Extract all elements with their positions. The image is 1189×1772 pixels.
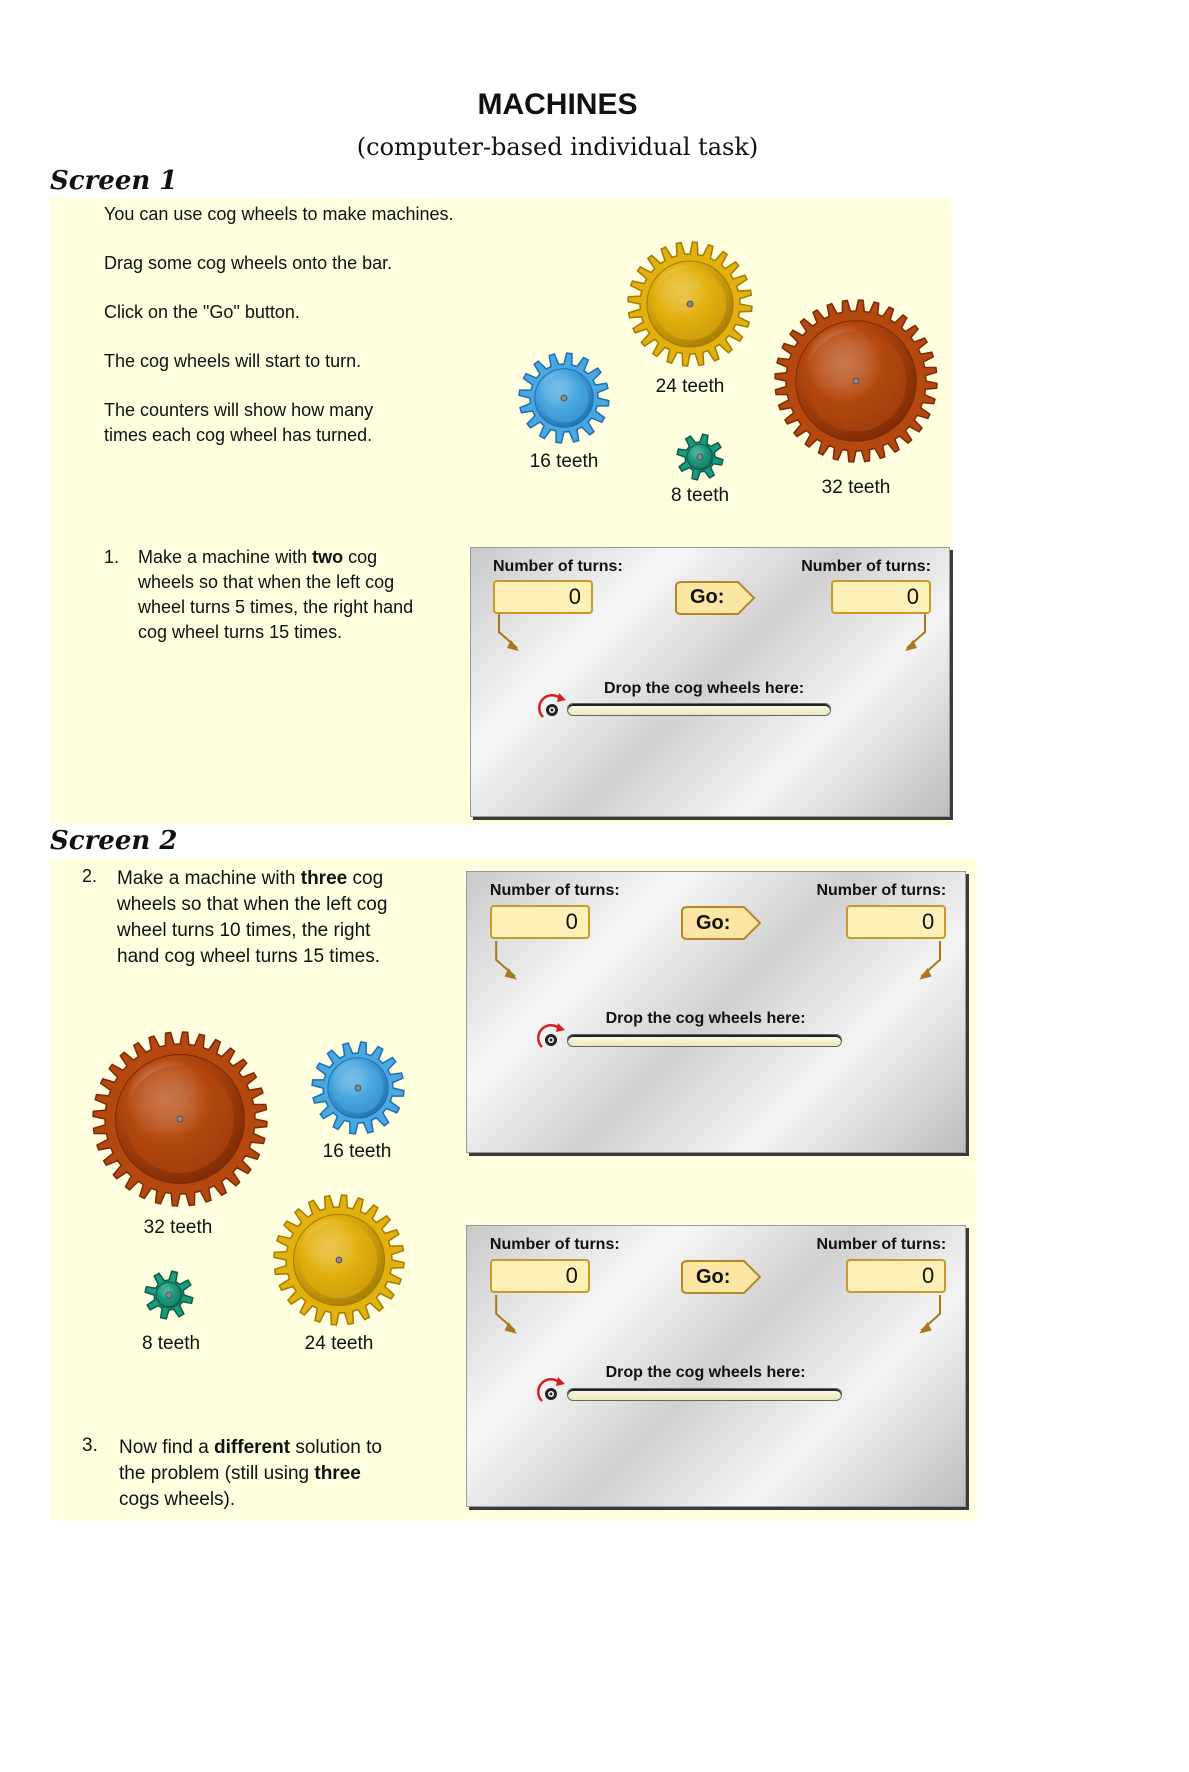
left-turns-label: Number of turns: bbox=[489, 1236, 620, 1254]
question-1-line bbox=[138, 545, 377, 570]
gear-label-8: 8 teeth bbox=[670, 485, 730, 506]
left-turns-counter: 0 bbox=[493, 580, 593, 614]
question-text: Make a machine with bbox=[138, 547, 313, 567]
right-turns-counter: 0 bbox=[831, 580, 931, 614]
question-emphasis: different bbox=[214, 1437, 291, 1458]
question-number: 3. bbox=[82, 1435, 98, 1456]
intro-line: Click on the "Go" button. bbox=[104, 302, 300, 322]
cog-drop-bar[interactable] bbox=[567, 1388, 842, 1401]
question-text: cog bbox=[347, 868, 384, 889]
question-text: solution to bbox=[290, 1437, 382, 1458]
right-turns-counter: 0 bbox=[846, 1259, 946, 1293]
gear-label-24: 24 teeth bbox=[655, 376, 725, 397]
left-turns-counter: 0 bbox=[490, 905, 590, 939]
cog-drop-bar[interactable] bbox=[567, 1034, 842, 1047]
page-title: MACHINES bbox=[477, 88, 638, 121]
machine-simulator-1 bbox=[470, 547, 950, 817]
question-emphasis: three bbox=[314, 1463, 361, 1484]
machine-simulator-2b bbox=[466, 1225, 966, 1507]
question-number: 2. bbox=[82, 866, 98, 886]
left-turns-counter: 0 bbox=[490, 1259, 590, 1293]
question-2-line bbox=[117, 866, 383, 891]
question-3-line: cogs wheels). bbox=[119, 1489, 236, 1510]
gear-24-teeth[interactable] bbox=[626, 240, 754, 368]
gear-32-teeth[interactable] bbox=[91, 1030, 269, 1208]
gear-24-teeth[interactable] bbox=[272, 1193, 406, 1327]
gear-label-16: 16 teeth bbox=[529, 451, 599, 472]
cog-drop-bar[interactable] bbox=[567, 703, 831, 716]
question-2-line: wheel turns 10 times, the right bbox=[117, 920, 371, 941]
gear-label-16: 16 teeth bbox=[322, 1141, 392, 1162]
question-1-line: cog wheel turns 15 times. bbox=[138, 622, 343, 642]
intro-line: The counters will show how many bbox=[104, 400, 374, 420]
drop-zone-label: Drop the cog wheels here: bbox=[604, 680, 805, 697]
question-emphasis: three bbox=[300, 868, 348, 889]
rotate-icon bbox=[534, 1374, 568, 1408]
question-text: Make a machine with bbox=[117, 868, 301, 889]
intro-line: times each cog wheel has turned. bbox=[104, 425, 373, 445]
drop-zone-label: Drop the cog wheels here: bbox=[605, 1363, 806, 1381]
gear-32-teeth[interactable] bbox=[773, 298, 939, 464]
gear-8-teeth[interactable] bbox=[144, 1270, 194, 1320]
gear-label-32: 32 teeth bbox=[821, 477, 891, 498]
gear-16-teeth[interactable] bbox=[310, 1040, 406, 1136]
left-turns-label: Number of turns: bbox=[493, 558, 623, 575]
screen1-heading: Screen 1 bbox=[50, 166, 178, 196]
rotate-icon bbox=[534, 1020, 568, 1054]
gear-8-teeth[interactable] bbox=[675, 432, 725, 482]
right-turns-counter: 0 bbox=[846, 905, 946, 939]
question-2-line: hand cog wheel turns 15 times. bbox=[117, 946, 380, 967]
right-turns-label: Number of turns: bbox=[816, 882, 947, 900]
question-1-line: wheels so that when the left cog bbox=[138, 572, 395, 592]
gear-label-24: 24 teeth bbox=[304, 1333, 374, 1354]
intro-line: You can use cog wheels to make machines. bbox=[104, 204, 454, 224]
right-turns-label: Number of turns: bbox=[801, 558, 931, 575]
question-number: 1. bbox=[104, 547, 120, 567]
question-2-line: wheels so that when the left cog bbox=[117, 894, 388, 915]
intro-line: The cog wheels will start to turn. bbox=[104, 351, 362, 371]
question-1-line: wheel turns 5 times, the right hand bbox=[138, 597, 414, 617]
question-text: cog bbox=[343, 547, 378, 567]
drop-zone-label: Drop the cog wheels here: bbox=[605, 1009, 806, 1027]
question-text: the problem (still using bbox=[119, 1463, 315, 1484]
left-turns-label: Number of turns: bbox=[489, 882, 620, 900]
go-button-label: Go: bbox=[690, 586, 725, 608]
intro-line: Drag some cog wheels onto the bar. bbox=[104, 253, 393, 273]
right-turns-label: Number of turns: bbox=[816, 1236, 947, 1254]
gear-16-teeth[interactable] bbox=[516, 350, 612, 446]
gear-label-32: 32 teeth bbox=[143, 1217, 213, 1238]
screen2-heading: Screen 2 bbox=[50, 826, 178, 856]
go-button-label: Go: bbox=[696, 1265, 731, 1288]
go-button-label: Go: bbox=[696, 911, 731, 934]
machine-simulator-2a bbox=[466, 871, 966, 1153]
question-text: Now find a bbox=[119, 1437, 215, 1458]
page-subtitle: (computer-based individual task) bbox=[356, 133, 759, 161]
question-3-line bbox=[119, 1461, 361, 1486]
rotate-icon bbox=[535, 690, 569, 724]
gear-label-8: 8 teeth bbox=[141, 1333, 201, 1354]
question-3-line bbox=[119, 1435, 382, 1460]
question-emphasis: two bbox=[312, 547, 344, 567]
